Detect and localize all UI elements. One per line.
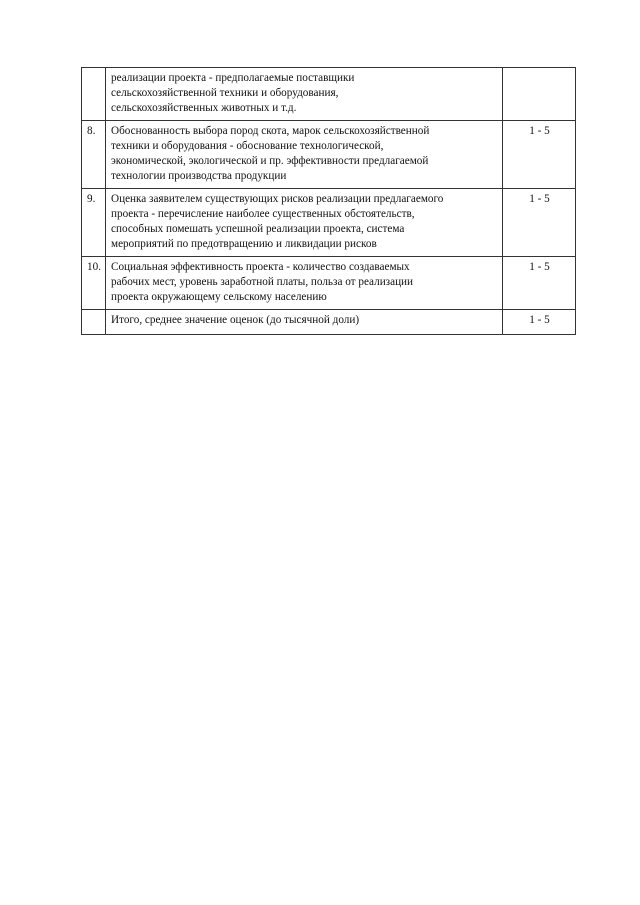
criteria-table [81, 67, 576, 335]
criterion-line: сельскохозяйственных животных и т.д. [111, 102, 297, 114]
criterion-line: Итого, среднее значение оценок (до тысячной доли) [111, 314, 360, 326]
criterion-line: мероприятий по предотвращению и ликвидации рисков [111, 238, 377, 250]
criterion-text [106, 310, 503, 335]
table-row-9 [82, 189, 576, 257]
criterion-text [106, 257, 503, 310]
score-range: 1 - 5 [503, 189, 576, 257]
row-number [82, 68, 106, 121]
row-number [82, 310, 106, 335]
criterion-line: Обоснованность выбора пород скота, марок сельскохозяйственной [111, 125, 430, 137]
criterion-text [106, 189, 503, 257]
row-number: 8. [82, 121, 106, 189]
table-row-10 [82, 257, 576, 310]
score-range: 1 - 5 [503, 257, 576, 310]
score-range: 1 - 5 [503, 121, 576, 189]
criterion-line: проекта - перечисление наиболее существенных обстоятельств, [111, 208, 415, 220]
row-number: 10. [82, 257, 106, 310]
criterion-line: экономической, экологической и пр. эффективности предлагаемой [111, 155, 429, 167]
criterion-line: Оценка заявителем существующих рисков реализации предлагаемого [111, 193, 444, 205]
score-range [503, 68, 576, 121]
table-row-8 [82, 121, 576, 189]
criterion-line: реализации проекта - предполагаемые поставщики [111, 72, 355, 84]
criterion-line: техники и оборудования - обоснование технологической, [111, 140, 384, 152]
criterion-text [106, 68, 503, 121]
criterion-line: способных помешать успешной реализации проекта, система [111, 223, 405, 235]
table-row-continuation [82, 68, 576, 121]
criterion-line: сельскохозяйственной техники и оборудования, [111, 87, 339, 99]
criterion-line: проекта окружающему сельскому населению [111, 291, 327, 303]
criterion-line: технологии производства продукции [111, 170, 287, 182]
score-range: 1 - 5 [503, 310, 576, 335]
criterion-line: Социальная эффективность проекта - количество создаваемых [111, 261, 410, 273]
criterion-text [106, 121, 503, 189]
row-number: 9. [82, 189, 106, 257]
table-row-total [82, 310, 576, 335]
criterion-line: рабочих мест, уровень заработной платы, польза от реализации [111, 276, 414, 288]
